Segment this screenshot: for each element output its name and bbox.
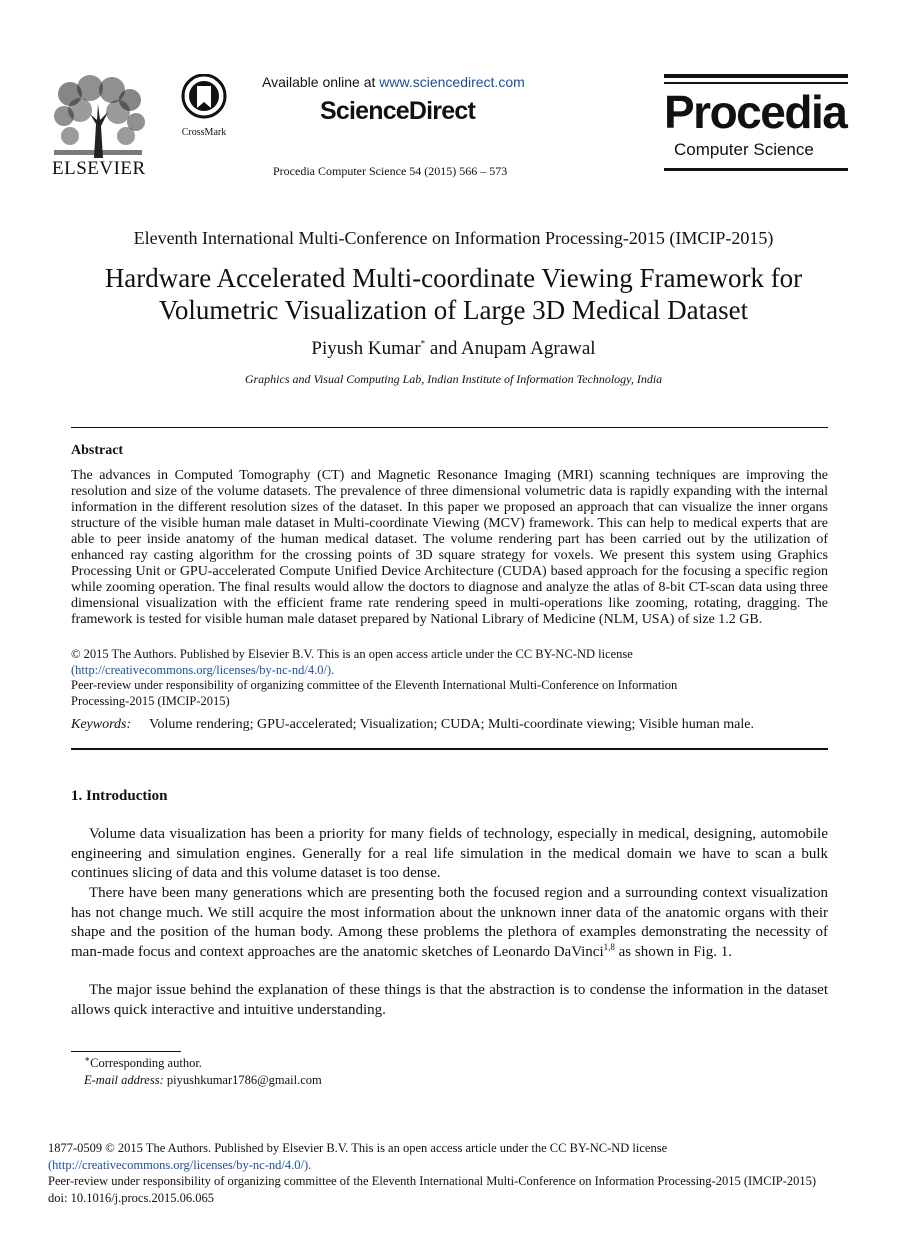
paper-title: Hardware Accelerated Multi-coordinate Viewing Framework for Volumetric Visualization of Large 3D Medical Dataset bbox=[104, 263, 803, 325]
available-online: Available online at www.sciencedirect.com bbox=[262, 74, 525, 90]
authors: Piyush Kumar* and Anupam Agrawal bbox=[311, 338, 596, 359]
sciencedirect-link[interactable]: www.sciencedirect.com bbox=[379, 74, 525, 90]
procedia-subtitle: Computer Science bbox=[674, 140, 814, 159]
procedia-logo bbox=[664, 74, 848, 174]
elsevier-wordmark: ELSEVIER bbox=[52, 158, 146, 179]
intro-paragraph-1: Volume data visualization has been a priority for many fields of technology, especially in medical, designing, automobile engineering and simulation engines. Generally for a real life simulation in the medical domain we have to scan a bulk continues slicing of data and this volume dataset is too dense. bbox=[71, 826, 828, 881]
conference-name: Eleventh International Multi-Conference on Information Processing-2015 (IMCIP-2015) bbox=[133, 228, 774, 248]
license-link[interactable]: (http://creativecommons.org/licenses/by-nc-nd/4.0/). bbox=[71, 662, 335, 677]
abstract-top-rule bbox=[71, 427, 828, 428]
keywords bbox=[71, 717, 754, 733]
keywords-label: Keywords: bbox=[71, 717, 132, 732]
doi: doi: 10.1016/j.procs.2015.06.065 bbox=[48, 1190, 214, 1205]
journal-citation: Procedia Computer Science 54 (2015) 566 – 573 bbox=[273, 164, 508, 178]
corresponding-mark: * bbox=[420, 338, 426, 349]
affiliation: Graphics and Visual Computing Lab, Indian Institute of Information Technology, India bbox=[244, 372, 663, 386]
intro-paragraph-3: The major issue behind the explanation of these things is that the abstraction is to condense the information in the dataset allows quick interactive and intuitive understanding. bbox=[71, 982, 828, 1018]
abstract-license: © 2015 The Authors. Published by Elsevier B.V. This is an open access article under the CC BY-NC-ND license (http://creativecommons.org/licenses/by-nc-nd/4.0/). Peer-review under responsibility of organizing committee of the Eleventh International Multi-Conference on Information Processing-2015 (IMCIP-2015) bbox=[71, 647, 678, 708]
abstract-heading: Abstract bbox=[71, 443, 124, 458]
footer-license-link[interactable]: (http://creativecommons.org/licenses/by-nc-nd/4.0/). bbox=[48, 1157, 312, 1172]
abstract-bottom-rule bbox=[71, 748, 828, 750]
footnote-corresponding: ∗Corresponding author. bbox=[84, 1053, 202, 1070]
page-footer: 1877-0509 © 2015 The Authors. Published by Elsevier B.V. This is an open access article under the CC BY-NC-ND license (http://creativecommons.org/licenses/by-nc-nd/4.0/). Peer-review under responsibility of organizing committee of the Eleventh International Multi-Conference on Information Processing-2015 (IMCIP-2015) doi: 10.1016/j.procs.2015.06.065 bbox=[48, 1140, 868, 1206]
abstract-text: The advances in Computed Tomography (CT) and Magnetic Resonance Imaging (MRI) scanning techniques are improving the resolution and size of the volume datasets. The prevalence of three dimensional volumetric data is rapidly expanding with the internal information in the different resolution sizes of the dataset. In this paper we proposed an approach that can visualize the inner organs structure of the visible human male dataset in Multi-coordinate Viewing (MCV) framework. This can help to medical experts that are able to peer inside anatomy of the human medical dataset. The volume rendering part has been carried out by the utilization of enhanced ray casting algorithm for the crossing points of 3D square strategy for voxels. We present this system using Graphics Processing Unit or GPU-accelerated Compute Unified Device Architecture (CUDA) based approach for the focusing a specific region while zooming operation. The final results would allow the doctors to diagnose and analyze the atlas of 8-bit CT-scan data using three dimensional visualization with the efficient frame rate rendering speed in multi-operations like zooming, rotating, dragging. The framework is tested for visible human male dataset prepared by National Library of Medicine (NLM, USA) of size 1.2 GB. bbox=[71, 468, 828, 627]
footnote-email: E-mail address: piyushkumar1786@gmail.com bbox=[84, 1073, 322, 1087]
sciencedirect-title: ScienceDirect bbox=[320, 97, 475, 125]
crossmark-icon[interactable] bbox=[176, 74, 232, 136]
keywords-list: Volume rendering; GPU-accelerated; Visualization; CUDA; Multi-coordinate viewing; Visible human male. bbox=[149, 717, 754, 732]
crossmark-label: CrossMark bbox=[181, 127, 227, 138]
section-heading-introduction: 1. Introduction bbox=[71, 788, 168, 804]
citation: 1,8 bbox=[603, 941, 615, 952]
footnote-rule bbox=[71, 1051, 181, 1052]
procedia-title: Procedia bbox=[664, 86, 847, 138]
intro-paragraph-2: There have been many generations which are presenting both the focused region and a surrounding context visualization has not change much. We still acquire the most information about the unknown inner data of the anatomic organs with their shape and the position of the human body. Among these problems the plethora of examples demonstrating the necessity of man-made focus and context approaches are the anatomic sketches of Leonardo DaVinci$^{1,8}$ as shown in Fig. 1. bbox=[71, 885, 828, 960]
